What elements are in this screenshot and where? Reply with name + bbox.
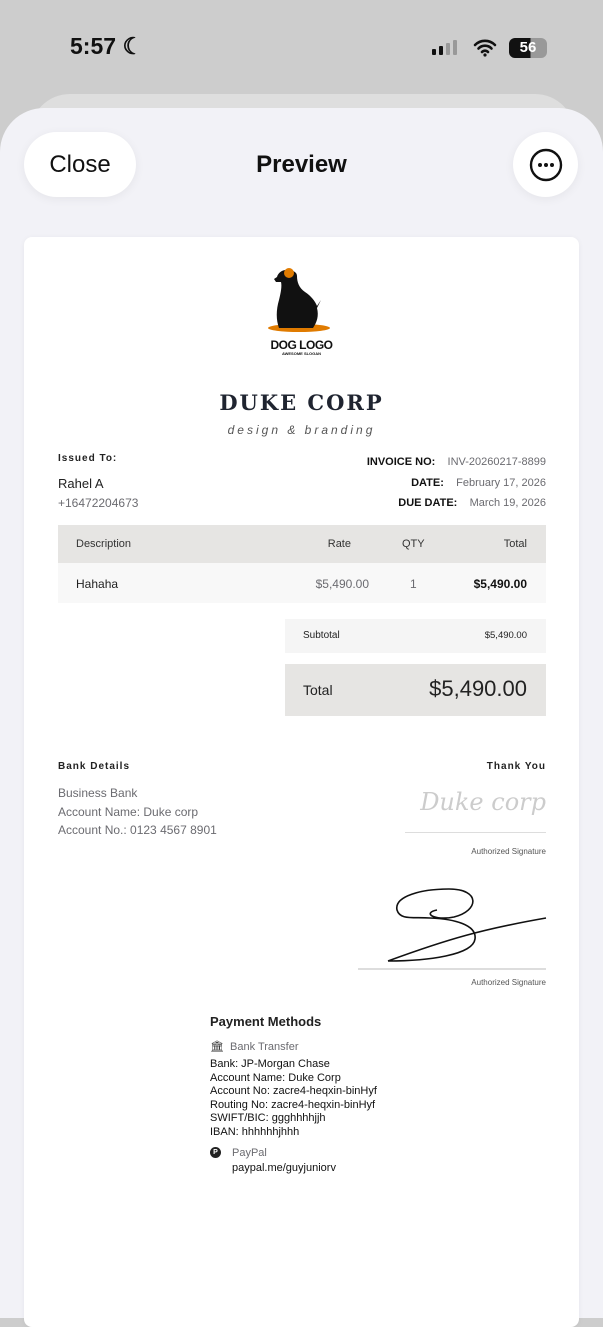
company-tagline: design & branding <box>227 423 376 437</box>
bank-transfer-line: Account Name: Duke Corp <box>210 1071 341 1084</box>
paypal-link[interactable]: paypal.me/guyjuniorv <box>232 1162 336 1174</box>
bank-icon: 🏛 <box>210 1041 224 1053</box>
battery-icon <box>509 38 547 58</box>
row-rate: $5,490.00 <box>315 577 369 591</box>
date-row <box>367 473 546 494</box>
authorized-signature-label: Authorized Signature <box>471 978 546 987</box>
table-row <box>58 563 546 603</box>
row-total: $5,490.00 <box>473 577 527 591</box>
bank-transfer-line: Account No: zacre4-heqxin-binHyf <box>210 1085 377 1097</box>
paypal-icon: P <box>210 1147 221 1158</box>
bank-line: Account No.: 0123 4567 8901 <box>58 823 217 837</box>
row-description: Hahaha <box>76 577 119 591</box>
bank-transfer-header <box>210 1040 299 1053</box>
meta-value: INV-20260217-8899 <box>447 456 546 468</box>
payment-methods-title: Payment Methods <box>210 1014 322 1029</box>
bank-details <box>58 784 217 840</box>
invoice-meta <box>367 452 546 514</box>
signature-line <box>358 968 546 970</box>
column-rate: Rate <box>327 538 351 550</box>
company-name: DUKE CORP <box>219 390 384 415</box>
time-text: 5:57 <box>70 33 117 59</box>
column-qty: QTY <box>402 538 425 550</box>
column-description: Description <box>76 538 132 550</box>
total-value: $5,490.00 <box>429 676 527 701</box>
bank-transfer-line: SWIFT/BIC: ggghhhhjjh <box>210 1112 326 1124</box>
battery-level: 56 <box>519 39 537 56</box>
typed-signature: Duke corp <box>420 788 546 816</box>
signature-line <box>405 832 546 833</box>
status-time <box>70 33 143 60</box>
signal-icon <box>432 40 457 55</box>
page-title: Preview <box>256 151 347 178</box>
logo-text: DOG LOGO <box>270 338 333 352</box>
client-name: Rahel A <box>58 476 104 491</box>
close-button[interactable]: Close <box>24 132 136 197</box>
logo-slogan: AWESOME SLOGAN <box>281 351 322 356</box>
subtotal-box <box>285 619 546 653</box>
invoice-number-row <box>367 452 546 473</box>
bank-transfer-line: IBAN: hhhhhhjhhh <box>210 1125 300 1138</box>
meta-value: February 17, 2026 <box>456 476 546 489</box>
meta-label: DATE: <box>411 476 444 489</box>
client-phone: +16472204673 <box>58 496 139 510</box>
bank-transfer-label: Bank Transfer <box>230 1041 299 1053</box>
wifi-icon <box>473 39 497 57</box>
more-options-button[interactable] <box>513 132 578 197</box>
ellipsis-circle-icon <box>529 148 563 182</box>
bank-transfer-line: Routing No: zacre4-heqxin-binHyf <box>210 1098 376 1111</box>
bank-transfer-details <box>210 1058 377 1139</box>
meta-label: DUE DATE: <box>398 497 458 509</box>
meta-label: INVOICE NO: <box>366 456 436 468</box>
meta-value: March 19, 2026 <box>469 497 546 509</box>
table-header <box>58 525 546 563</box>
invoice-document <box>24 237 579 1327</box>
bank-transfer-line: Bank: JP-Morgan Chase <box>210 1058 330 1070</box>
thank-you-label: Thank You <box>486 761 546 772</box>
due-date-row <box>367 493 546 514</box>
paypal-label: PayPal <box>232 1147 267 1159</box>
handwritten-signature <box>358 882 548 964</box>
authorized-signature-label: Authorized Signature <box>471 847 546 856</box>
subtotal-value: $5,490.00 <box>484 630 527 641</box>
row-qty: 1 <box>410 577 417 591</box>
total-box <box>285 664 546 716</box>
total-label: Total <box>303 682 333 698</box>
bank-details-label: Bank Details <box>58 761 131 772</box>
dog-logo-icon <box>264 265 334 337</box>
issued-to-label: Issued To: <box>58 453 118 464</box>
moon-icon: ☾ <box>122 33 144 59</box>
bank-line: Account Name: Duke corp <box>58 804 199 819</box>
column-total: Total <box>503 538 527 550</box>
subtotal-label: Subtotal <box>303 630 340 641</box>
bank-line: Business Bank <box>58 786 138 800</box>
